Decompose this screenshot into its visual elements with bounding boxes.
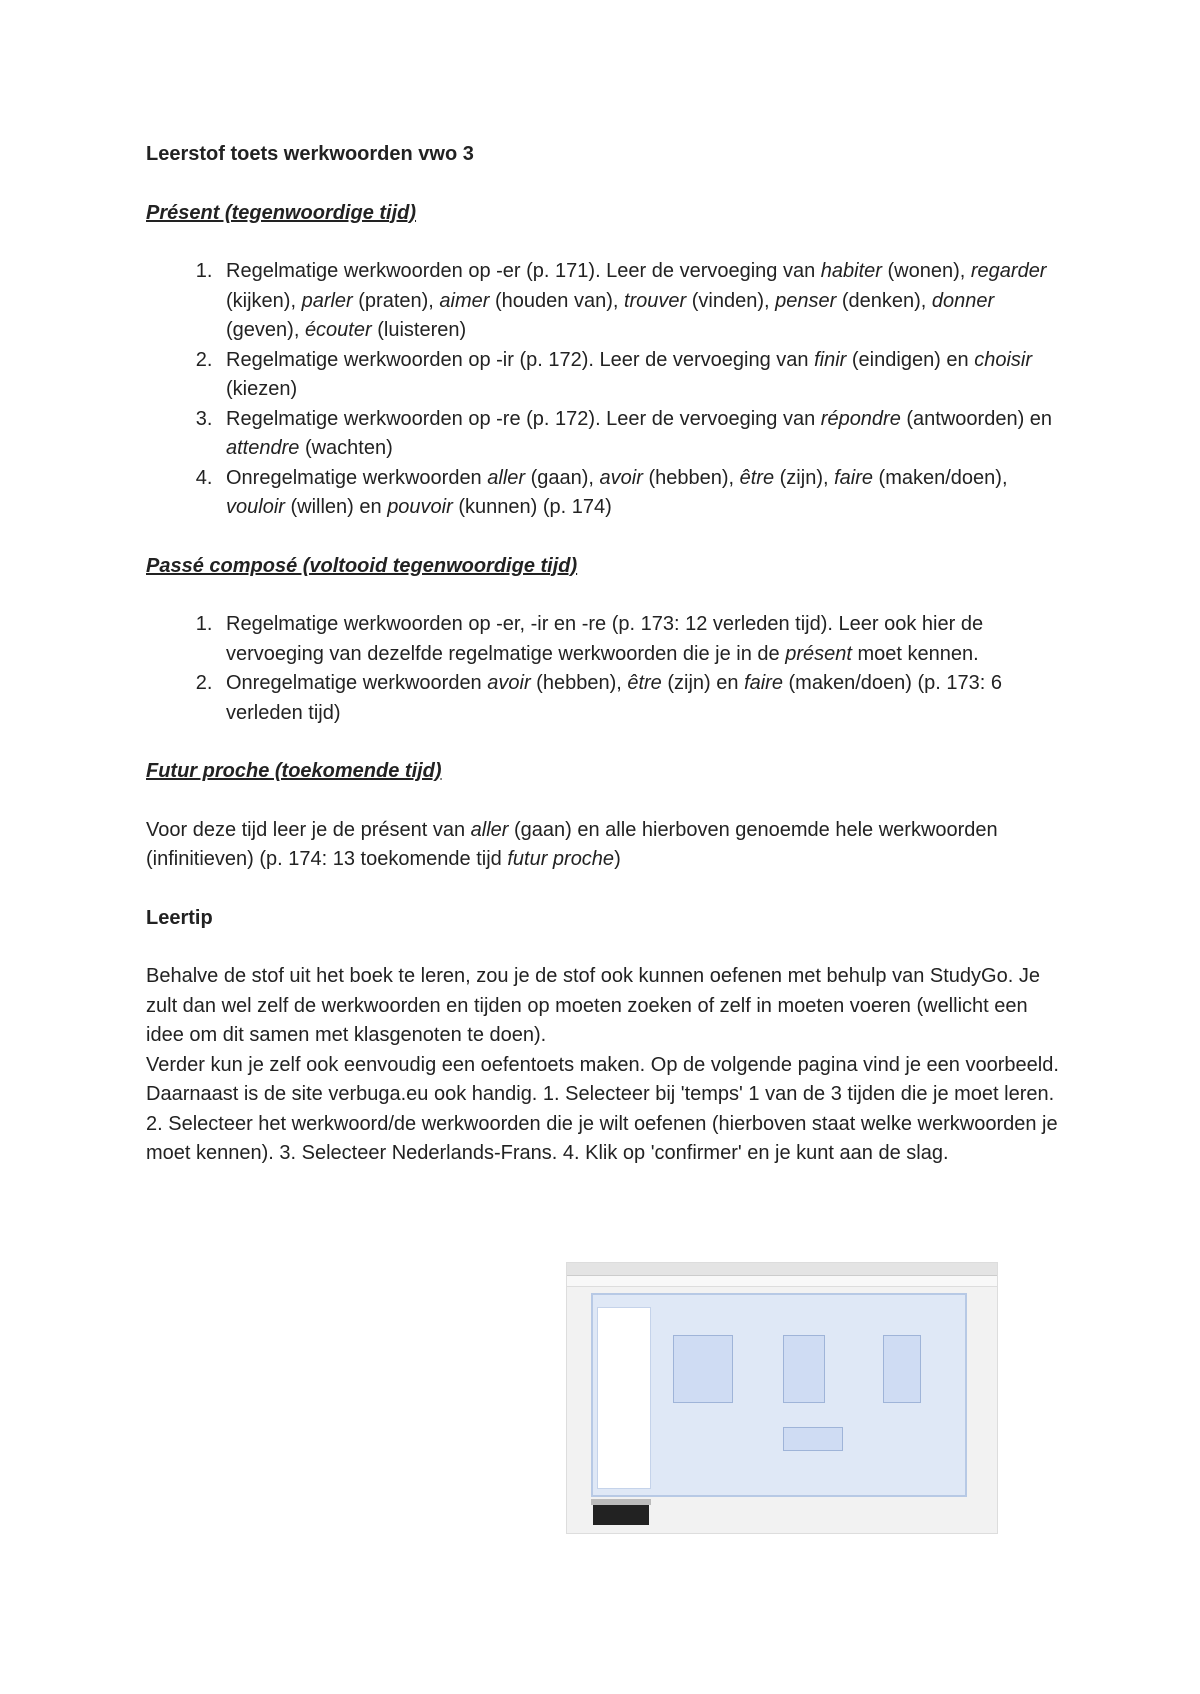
futur-heading: Futur proche (toekomende tijd) <box>146 760 442 782</box>
verbuga-frame <box>591 1293 967 1497</box>
passe-item-2: 2. Onregelmatige werkwoorden avoir (hebben), être (zijn) en faire (maken/doen) (p. 173: 6 verleden tijd) <box>218 669 1066 728</box>
browser-tab-bar <box>567 1263 997 1276</box>
leertip-paragraph-1: Behalve de stof uit het boek te leren, zou je de stof ook kunnen oefenen met behulp van StudyGo. Je zult dan wel zelf de werkwoorden en tijden op moeten zoeken of zelf in moeten voeren (wellicht een idee om dit samen met klasgenoten te doen). <box>146 965 1040 1046</box>
logo-icon <box>593 1505 649 1525</box>
document-title: Leerstof toets werkwoorden vwo 3 <box>146 143 474 165</box>
persons-panel <box>883 1335 921 1403</box>
present-heading: Présent (tegenwoordige tijd) <box>146 201 417 224</box>
present-item-2: 2. Regelmatige werkwoorden op -ir (p. 172). Leer de vervoeging van finir (eindigen) en choisir (kiezen) <box>218 346 1066 405</box>
present-list <box>146 257 1066 523</box>
leertip-paragraph-2: Verder kun je zelf ook eenvoudig een oefentoets maken. Op de volgende pagina vind je een voorbeeld. <box>146 1053 1059 1076</box>
language-panel <box>783 1427 843 1451</box>
present-item-3: 3. Regelmatige werkwoorden op -re (p. 172). Leer de vervoeging van répondre (antwoorden) en attendre (wachten) <box>218 405 1066 464</box>
document-page <box>146 140 1066 1169</box>
passe-item-1: 1. Regelmatige werkwoorden op -er, -ir en -re (p. 173: 12 verleden tijd). Leer ook hier de vervoeging van dezelfde regelmatige werkwoorden die je in de présent moet kennen. <box>218 610 1066 669</box>
leertip-paragraph-3: Daarnaast is de site verbuga.eu ook handig. 1. Selecteer bij 'temps' 1 van de 3 tijden die je moet leren. 2. Selecteer het werkwoord/de werkwoorden die je wilt oefenen (hierboven staat welke werkwoorden je moet kennen). 3. Selecteer Nederlands-Frans. 4. Klik op 'confirmer' en je kunt aan de slag. <box>146 1083 1058 1164</box>
leertip-body <box>146 962 1066 1169</box>
passe-list <box>146 610 1066 728</box>
temps-panel <box>673 1335 733 1403</box>
verbuga-sidebar <box>597 1307 651 1489</box>
passe-heading: Passé composé (voltooid tegenwoordige tijd) <box>146 554 578 577</box>
leertip-heading: Leertip <box>146 906 213 929</box>
verbuga-screenshot-image <box>566 1262 998 1534</box>
futur-paragraph: Voor deze tijd leer je de présent van aller (gaan) en alle hierboven genoemde hele werkwoorden (infinitieven) (p. 174: 13 toekomende tijd futur proche) <box>146 818 998 870</box>
browser-address-bar <box>567 1276 997 1287</box>
verbs-panel <box>783 1335 825 1403</box>
present-item-4: 4. Onregelmatige werkwoorden aller (gaan), avoir (hebben), être (zijn), faire (maken/doen), vouloir (willen) en pouvoir (kunnen) (p. 174) <box>218 464 1066 523</box>
present-item-1: 1. Regelmatige werkwoorden op -er (p. 171). Leer de vervoeging van habiter (wonen), regarder (kijken), parler (praten), aimer (houden van), trouver (vinden), penser (denken), donner (geven), écouter (luisteren) <box>218 257 1066 346</box>
